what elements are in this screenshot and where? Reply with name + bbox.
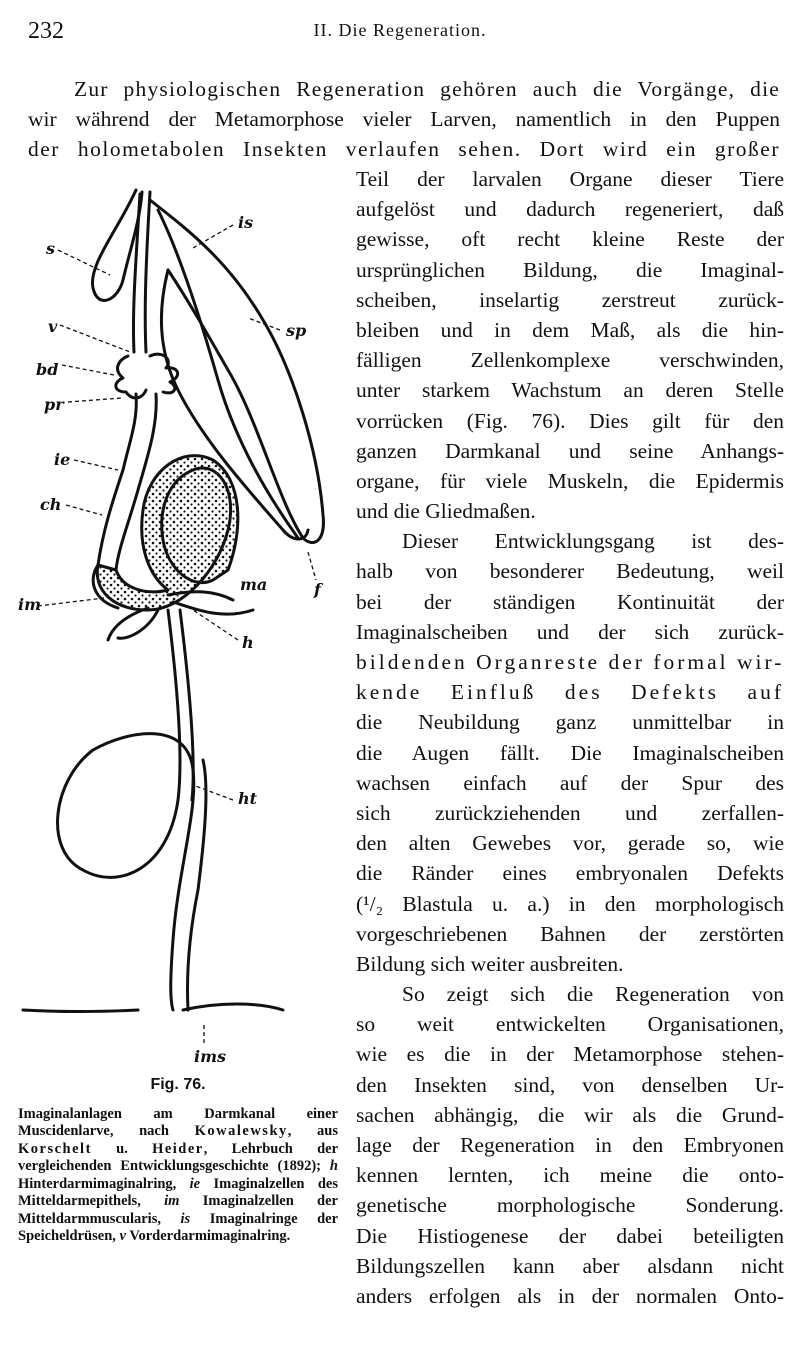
text-line: (¹/₂ Blastula u. a.) in den morphologisch	[356, 891, 784, 916]
caption-text	[18, 1106, 338, 1246]
leader-lines	[38, 225, 316, 1045]
lead-paragraph	[28, 74, 780, 164]
figure-76-illustration	[18, 170, 336, 1070]
caption-key: h	[329, 1158, 338, 1174]
caption-text-part: , Lehrbuch der vergleichenden Entwicklungsgeschichte (1892);	[18, 1140, 338, 1174]
page-header	[28, 18, 772, 48]
caption-text-part: Imaginalzellen des Mitteldarmepithels,	[18, 1175, 338, 1209]
text-line: sich zurückziehenden und zerfallen-	[356, 800, 784, 825]
caption-intro: Imaginalanlagen am Darmkanal einer Muscidenlarve, nach	[18, 1105, 338, 1139]
text-line: vorgeschriebenen Bahnen der zerstörten	[356, 921, 784, 946]
text-line: lage der Regeneration in den Embryonen	[356, 1133, 784, 1157]
gut-diagram	[18, 170, 336, 1070]
text-line: der holometabolen Insekten verlaufen sehen. Dort wird ein großer	[28, 137, 780, 161]
text-line: kennen lernten, ich meine die onto-	[356, 1163, 784, 1188]
text-line: So zeigt sich die Regeneration von	[402, 982, 784, 1007]
caption-text-part: Imaginalzellen der Mitteldarmmuscularis,	[18, 1193, 338, 1227]
figure-title: Fig. 76.	[150, 1076, 206, 1093]
text-line: Dieser Entwicklungsgang ist des-	[402, 529, 784, 554]
text-line: den Insekten sind, von denselben Ur-	[356, 1072, 784, 1097]
caption-text-part: Vorderdarmimaginalring.	[125, 1228, 291, 1244]
text-line: fälligen Zellenkomplexe verschwinden,	[356, 348, 784, 373]
text-column	[356, 164, 784, 1311]
text-line: und die Gliedmaßen.	[356, 499, 536, 524]
caption-key: v	[119, 1228, 126, 1244]
text-line: wir während der Metamorphose vieler Larven, namentlich in den Puppen	[28, 107, 780, 131]
caption-text-part: Imaginalringe der Speicheldrüsen,	[18, 1210, 339, 1244]
text-line: bleiben und in dem Maß, als die hin-	[356, 317, 784, 342]
text-line: halb von besonderer Bedeutung, weil	[356, 559, 784, 584]
caption-text-part: u.	[91, 1140, 128, 1157]
label-ma: ma	[240, 575, 268, 594]
text-line: ganzen Darmkanal und seine Anhangs-	[356, 438, 784, 463]
caption-author: Korschelt	[18, 1140, 92, 1157]
label-v: v	[48, 317, 58, 336]
label-im: im	[18, 595, 42, 614]
label-bd: bd	[36, 360, 59, 379]
label-ht: ht	[238, 789, 258, 808]
label-ims: ims	[194, 1047, 227, 1066]
label-is: is	[238, 213, 254, 232]
text-line: Teil der larvalen Organe dieser Tiere	[356, 167, 784, 191]
text-line: so weit entwickelten Organisationen,	[356, 1012, 784, 1037]
label-h: h	[242, 633, 254, 652]
text-line: unter starkem Wachstum an deren Stelle	[356, 378, 784, 403]
figure-caption	[18, 1076, 338, 1246]
text-line: Die Histiogenese der dabei beteiligten	[356, 1223, 784, 1248]
text-line: die Neubildung ganz unmittelbar in	[356, 710, 784, 735]
hindgut	[58, 610, 194, 1010]
text-line: scheiben, inselartig zerstreut zurück-	[356, 287, 784, 312]
text-line: den alten Gewebes vor, gerade so, wie	[356, 831, 784, 856]
caption-text-part: , aus	[287, 1123, 339, 1139]
caption-key: im	[164, 1193, 180, 1209]
label-pr: pr	[44, 395, 64, 414]
text-line: Zur physiologischen Regeneration gehören auch die Vorgänge, die	[74, 77, 780, 101]
label-sp: sp	[286, 321, 307, 340]
running-head: II. Die Regeneration.	[313, 20, 487, 40]
text-line: bildenden Organreste der formal wir-	[356, 650, 784, 674]
midgut-loop	[97, 456, 238, 610]
text-line: aufgelöst und dadurch regeneriert, daß	[356, 197, 784, 222]
text-line: anders erfolgen als in der normalen Onto-	[356, 1283, 784, 1308]
label-ie: ie	[54, 450, 71, 469]
text-line: bei der ständigen Kontinuität der	[356, 589, 784, 614]
label-ch: ch	[40, 495, 62, 514]
text-line: kende Einfluß des Defekts auf	[356, 680, 784, 705]
text-line: gewisse, oft recht kleine Reste der	[356, 227, 784, 252]
text-line: organe, für viele Muskeln, die Epidermis	[356, 468, 784, 493]
text-line: Imaginalscheiben und der sich zurück-	[356, 619, 784, 644]
proventriculus	[116, 356, 146, 398]
text-line: ursprünglichen Bildung, die Imaginal-	[356, 257, 784, 282]
text-line: die Ränder eines embryonalen Defekts	[356, 861, 784, 886]
text-line: wie es die in der Metamorphose stehen-	[356, 1042, 784, 1067]
caption-author: Heider	[152, 1140, 204, 1157]
text-line: sachen abhängig, die wir als die Grund-	[356, 1102, 784, 1127]
text-line: die Augen fällt. Die Imaginalscheiben	[356, 740, 784, 765]
text-line: Bildung sich weiter ausbreiten.	[356, 951, 624, 976]
caption-text-part: Hinterdarmimaginalring,	[18, 1175, 177, 1192]
text-line: vorrücken (Fig. 76). Dies gilt für den	[356, 408, 784, 433]
label-s: s	[46, 239, 56, 258]
caption-key: ie	[189, 1175, 201, 1192]
caption-key: is	[180, 1210, 191, 1227]
caption-author: Kowalewsky	[194, 1123, 288, 1139]
page-number: 232	[28, 18, 64, 44]
label-f: f	[314, 580, 321, 599]
text-line: Bildungszellen kann aber alsdann nicht	[356, 1253, 784, 1278]
text-line: genetische morphologische Sonderung.	[356, 1193, 784, 1218]
text-line: wachsen einfach auf der Spur des	[356, 770, 784, 795]
